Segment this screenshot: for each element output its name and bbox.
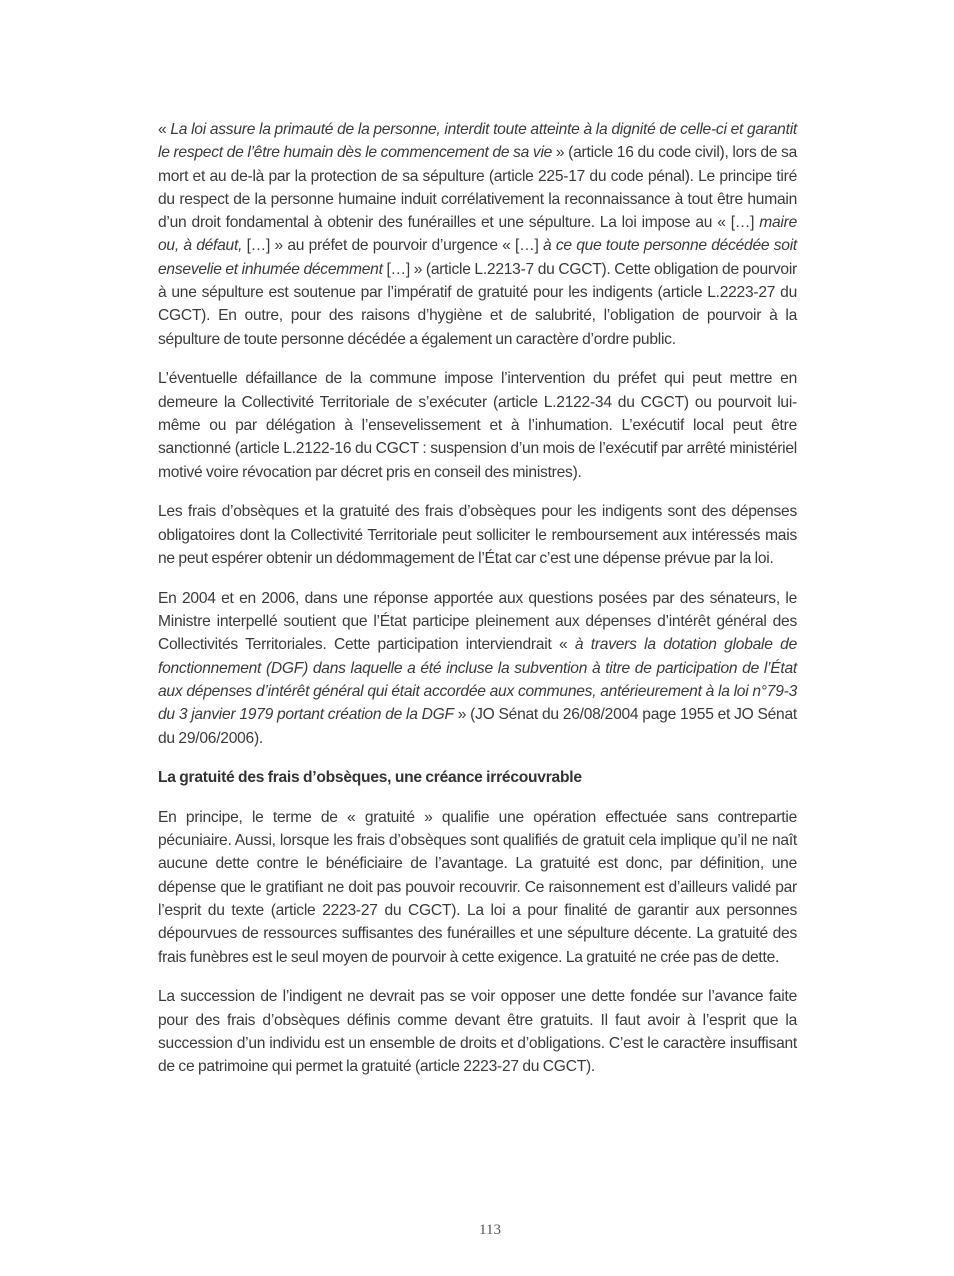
quote-civil-code: La loi assure la primauté de la personne, interdit toute atteinte à la dignité de celle-ci et garantit le respect de l’être humain dès le commencement de sa vie xyxy=(158,121,797,162)
page-number: 113 xyxy=(479,1222,501,1238)
paragraph-gratuity-principle: En principe, le terme de « gratuité » qualifie une opération effectuée sans contrepartie pécuniaire. Aussi, lorsque les frais d’obsèques sont qualifiés de gratuit cela implique qu’il ne naît aucune dette contre le bénéficiaire de l’avantage. La gratuité est donc, par définition, une dépense que le gratifiant ne doit pas pouvoir recouvrir. Ce raisonnement est d’ailleurs validé par l’esprit du texte (article 2223-27 du CGCT). La loi a pour finalité de garantir aux personnes dépourvues de ressources suffisantes des funérailles et une sépulture décente. La gratuité des frais funèbres est le seul moyen de pourvoir à cette exigence. La gratuité ne crée pas de dette. xyxy=(158,808,797,966)
text-segment: En 2004 et en 2006, dans une réponse apportée aux questions posées par des sénateurs, le Ministre interpellé soutient que l’État participe pleinement aux dépenses d’intérêt général des Collectivités Territoriales. Cette participation interviendrait « xyxy=(158,589,797,654)
text-segment: Les frais d’obsèques et la gratuité des frais d’obsèques pour les indigents sont des dépenses obligatoires dont la Collectivité Territoriale peut solliciter le remboursement aux intéressés mais ne peut espérer obtenir un dédommagement de l’État car c’est une dépense prévue par la loi. xyxy=(158,503,797,568)
quote-maire: maire ou, à défaut, xyxy=(158,214,797,255)
text-segment: » (JO Sénat du 26/08/2004 page 1955 et JO Sénat du 29/06/2006). xyxy=(158,706,797,747)
paragraph-dignity xyxy=(158,118,797,351)
quote-dgf: à travers la dotation globale de fonctionnement (DGF) dans laquelle a été incluse la subvention à titre de participation de l’État aux dépenses d’intérêt général qui était accordée aux communes, antérieurement à la loi n°79-3 du 3 janvier 1979 portant création de la DGF xyxy=(158,636,797,724)
paragraph-funeral-costs xyxy=(158,500,797,570)
text-segment: « xyxy=(158,121,171,138)
text-segment: » (article 16 du code civil), lors de sa mort et au de-là par la protection de sa sépulture (article 225-17 du code pénal). Le principe tiré du respect de la personne humaine induit corrélativement la reconnaissance à tout être humain d’un droit fondamental à obtenir des funérailles et une sépulture. La loi impose au « […] xyxy=(158,144,797,232)
section-heading: La gratuité des frais d’obsèques, une créance irrécouvrable xyxy=(158,769,582,787)
text-segment: L’éventuelle défaillance de la commune impose l’intervention du préfet qui peut mettre en demeure la Collectivité Territoriale de s’exécuter (article L.2122-34 du CGCT) ou pourvoit lui-même ou par délégation à l’ensevelissement et à l’inhumation. L’exécutif local peut être sanctionné (article L.2122-16 du CGCT : suspension d’un mois de l’exécutif par arrêté ministériel motivé voire révocation par décret pris en conseil des ministres). xyxy=(158,370,797,481)
paragraph-senate-response xyxy=(158,587,797,750)
text-segment: […] » au préfet de pourvoir d’urgence « […] xyxy=(242,237,543,255)
document-page xyxy=(158,118,797,1095)
quote-cgct: à ce que toute personne décédée soit ensevelie et inhumée décemment xyxy=(158,237,798,278)
paragraph-succession: La succession de l’indigent ne devrait pas se voir opposer une dette fondée sur l’avance faite pour des frais d’obsèques définis comme devant être gratuits. Il faut avoir à l’esprit que la succession d’un individu est un ensemble de droits et d’obligations. C’est le caractère insuffisant de ce patrimoine qui permet la gratuité (article 2223-27 du CGCT). xyxy=(158,988,797,1076)
paragraph-prefect xyxy=(158,367,797,483)
text-segment: […] » (article L.2213-7 du CGCT). Cette obligation de pourvoir à une sépulture est soutenue par l’impératif de gratuité pour les indigents (article L.2223-27 du CGCT). En outre, pour des raisons d’hygiène et de salubrité, l’obligation de pourvoir à la sépulture de toute personne décédée a également un caractère d’ordre public. xyxy=(158,260,797,348)
